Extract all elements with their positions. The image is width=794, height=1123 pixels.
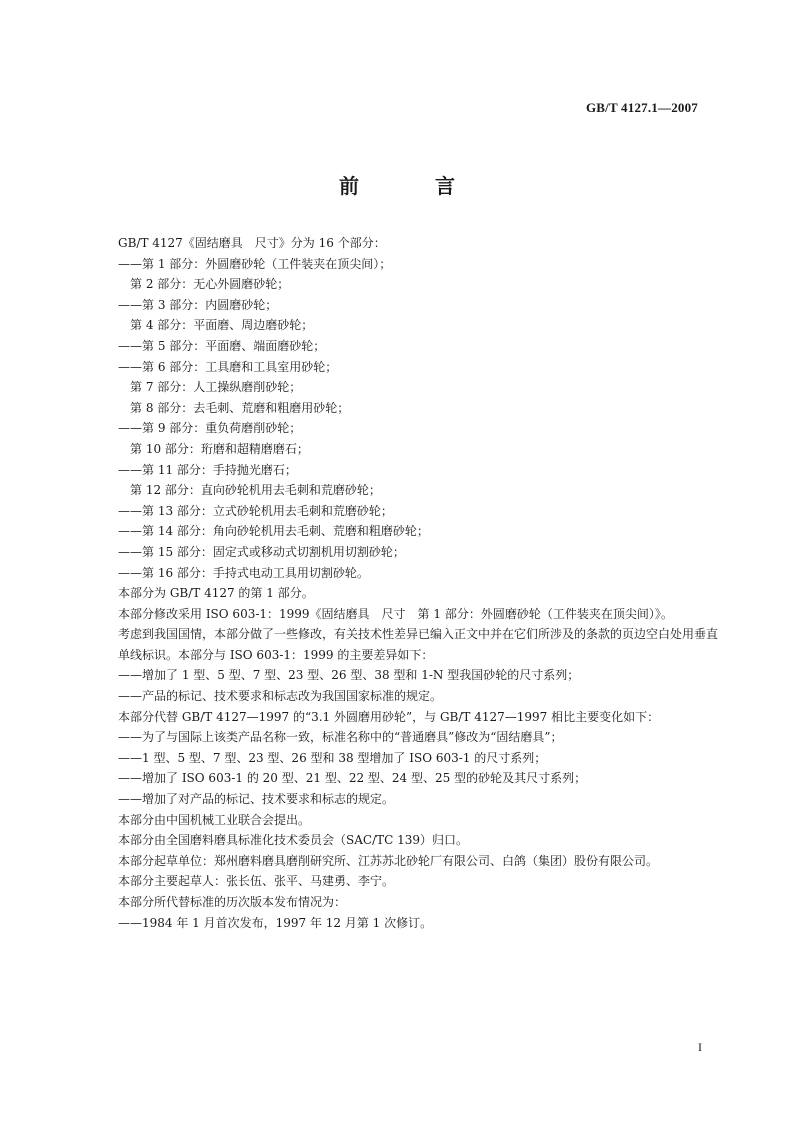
list-item: ——第 9 部分：重负荷磨削砂轮；	[118, 421, 302, 436]
list-item: ——1 型、5 型、7 型、23 型、26 型和 38 型增加了 ISO 603-1 的尺寸系列；	[118, 750, 547, 765]
list-item: ——增加了 1 型、5 型、7 型、23 型、26 型、38 型和 1-N 型我国砂轮的尺寸系列；	[118, 668, 580, 683]
list-item: 第 10 部分：珩磨和超精磨磨石；	[118, 441, 309, 456]
list-item: ——第 5 部分：平面磨、端面磨砂轮；	[118, 338, 326, 353]
paragraph: 本部分由全国磨料磨具标准化技术委员会（SAC/TC 139）归口。	[118, 833, 469, 848]
paragraph: 本部分起草单位：郑州磨料磨具磨削研究所、江苏苏北砂轮厂有限公司、白鸽（集团）股份有限公司。	[118, 853, 659, 868]
paragraph: 本部分修改采用 ISO 603-1：1999《固结磨具 尺寸 第 1 部分：外圆磨砂轮（工件装夹在顶尖间）》。	[118, 606, 673, 621]
paragraph: 本部分由中国机械工业联合会提出。	[118, 812, 311, 827]
paragraph: 本部分所代替标准的历次版本发布情况为：	[118, 895, 347, 909]
paragraph: 本部分主要起草人：张长伍、张平、马建勇、李宁。	[118, 874, 395, 889]
list-item: ——第 11 部分：手持抛光磨石；	[118, 462, 297, 477]
list-item: ——第 14 部分：角向砂轮机用去毛刺、荒磨和粗磨砂轮；	[118, 524, 429, 539]
list-item: 第 2 部分：无心外圆磨砂轮；	[118, 277, 290, 292]
list-item: 第 4 部分：平面磨、周边磨砂轮；	[118, 318, 314, 333]
list-item: ——第 15 部分：固定式或移动式切割机用切割砂轮；	[118, 544, 405, 559]
list-item: ——第 1 部分：外圆磨砂轮（工件装夹在顶尖间）；	[118, 256, 392, 271]
paragraph: ——1984 年 1 月首次发布，1997 年 12 月第 1 次修订。	[118, 915, 433, 930]
standard-number: GB/T 4127.1—2007	[585, 100, 698, 115]
page-number: I	[698, 1040, 702, 1054]
paragraph: 考虑到我国国情，本部分做了一些修改，有关技术性差异已编入正文中并在它们所涉及的条款的页边空白处用垂直单线标识。本部分与 ISO 603-1：1999 的主要差异如下：	[118, 627, 719, 662]
list-item: 第 12 部分：直向砂轮机用去毛刺和荒磨砂轮；	[118, 483, 381, 498]
list-item: ——第 16 部分：手持式电动工具用切割砂轮。	[118, 565, 369, 580]
list-item: ——第 3 部分：内圆磨砂轮；	[118, 297, 278, 312]
list-item: ——第 6 部分：工具磨和工具室用砂轮；	[118, 359, 338, 374]
list-item: ——产品的标记、技术要求和标志改为我国国家标准的规定。	[118, 689, 443, 704]
page-title: 前 言	[339, 174, 483, 198]
list-item: 第 7 部分：人工操纵磨削砂轮；	[118, 380, 302, 395]
list-item: ——增加了对产品的标记、技术要求和标志的规定。	[118, 792, 395, 807]
list-item: ——第 13 部分：立式砂轮机用去毛刺和荒磨砂轮；	[118, 503, 393, 518]
list-item: ——为了与国际上该类产品名称一致，标准名称中的“普通磨具”修改为“固结磨具”；	[118, 730, 563, 745]
paragraph: 本部分代替 GB/T 4127—1997 的“3.1 外圆磨用砂轮”，与 GB/T 4127—1997 相比主要变化如下：	[118, 709, 660, 724]
list-item: ——增加了 ISO 603-1 的 20 型、21 型、22 型、24 型、25 型的砂轮及其尺寸系列；	[118, 771, 587, 786]
paragraph: 本部分为 GB/T 4127 的第 1 部分。	[118, 586, 314, 601]
list-item: 第 8 部分：去毛刺、荒磨和粗磨用砂轮；	[118, 400, 350, 415]
document-body	[118, 233, 718, 933]
paragraph-intro: GB/T 4127《固结磨具 尺寸》分为 16 个部分：	[118, 236, 386, 250]
